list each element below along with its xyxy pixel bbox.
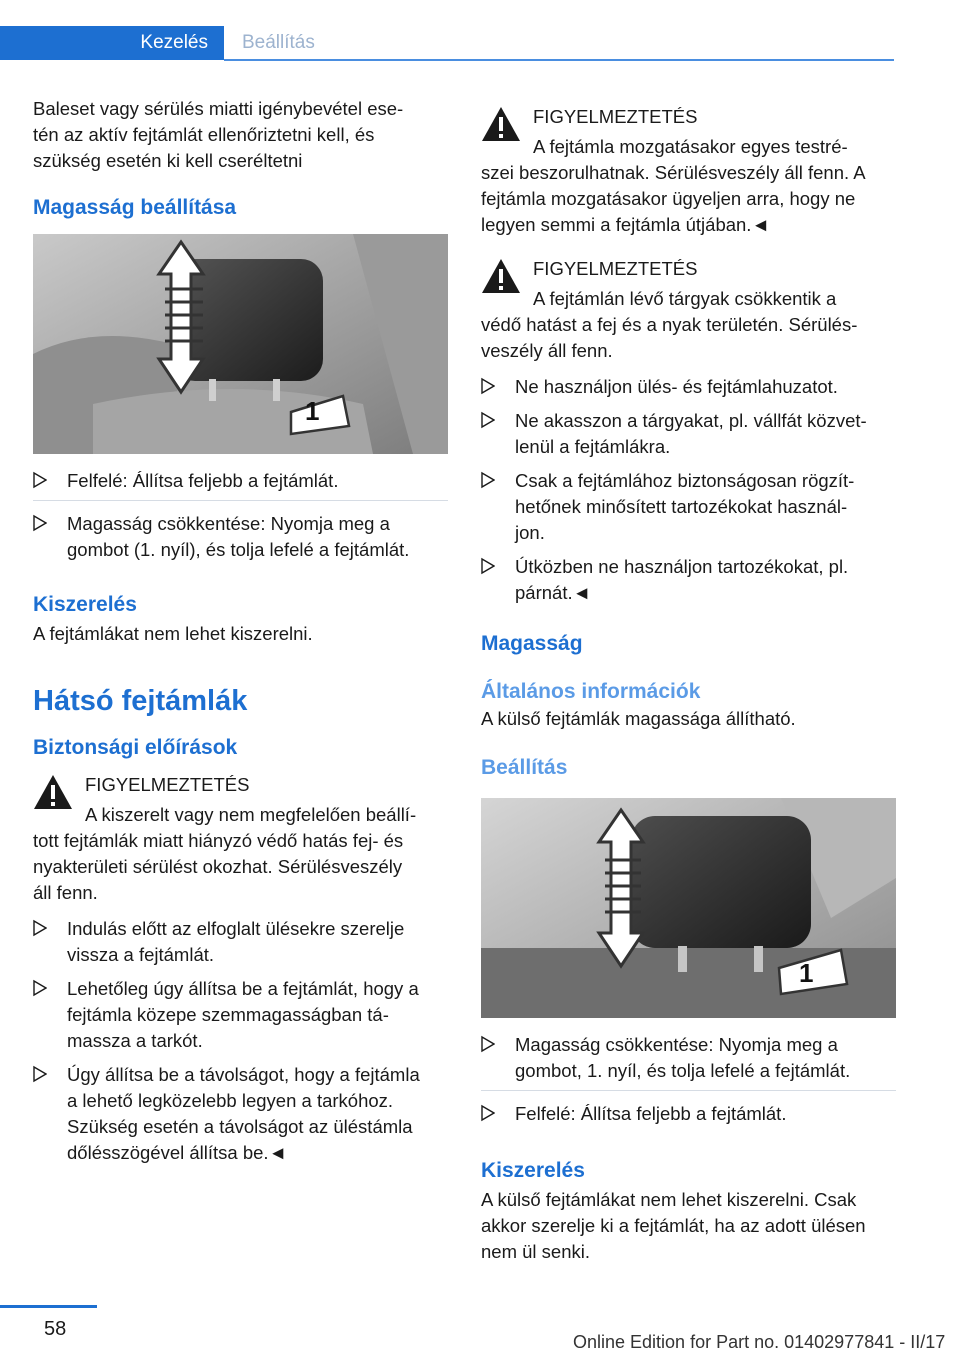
- warning-line: A kiszerelt vagy nem megfelelően beállí-: [85, 804, 417, 825]
- removal-text: [481, 1187, 896, 1265]
- warning-text: [33, 802, 448, 906]
- headrest-photo-front: [33, 234, 448, 454]
- bullet-triangle-icon: [33, 514, 47, 532]
- bullet-triangle-icon: [33, 1065, 47, 1083]
- page-number: 58: [44, 1318, 67, 1340]
- list-item-text: Úgy állítsa be a távolságot, hogy a fejtámla: [67, 1064, 420, 1085]
- removal-line: nem ül senki.: [481, 1241, 590, 1262]
- list-item-text: Magasság csökkentése: Nyomja meg a: [515, 1034, 838, 1055]
- right-column: [481, 96, 896, 1265]
- section-title-rear-headrests: Hátsó fejtámlák: [33, 685, 248, 717]
- heading-height-adjust: Magasság beállítása: [33, 196, 237, 219]
- list-item: [481, 1101, 896, 1127]
- list-item-text: Szükség esetén a távolságot az üléstámla: [67, 1116, 413, 1137]
- list-item: [481, 374, 896, 400]
- subheading-general-info: Általános információk: [481, 680, 701, 703]
- list-item-text: vissza a fejtámlát.: [67, 944, 215, 965]
- intro-line: Baleset vagy sérülés miatti igénybevétel ese-: [33, 98, 404, 119]
- warning-line: legyen semmi a fejtámla útjában.◄: [481, 214, 770, 235]
- list-item-text: Ne használjon ülés- és fejtámlahuzatot.: [515, 376, 838, 397]
- subheading-adjust: Beállítás: [481, 756, 568, 779]
- warning-text: [481, 134, 896, 238]
- headrest-photo-rear: [481, 798, 896, 1018]
- list-item: [481, 554, 896, 606]
- list-item: [33, 976, 448, 1054]
- warning-line: A fejtámlán lévő tárgyak csökkentik a: [533, 288, 837, 309]
- warning-line: áll fenn.: [33, 882, 98, 903]
- bullet-triangle-icon: [481, 1104, 495, 1122]
- list-item-text: Indulás előtt az elfoglalt ülésekre szerelje: [67, 918, 405, 939]
- list-item-text: Felfelé: Állítsa feljebb a fejtámlát.: [67, 470, 339, 491]
- list-item-text: gombot (1. nyíl), és tolja lefelé a fejtámlát.: [67, 539, 410, 560]
- warning-triangle-icon: [33, 774, 73, 810]
- bullet-triangle-icon: [33, 471, 47, 489]
- figure-label: 1: [799, 958, 814, 988]
- intro-line: szükség esetén ki kell cseréltetni: [33, 150, 303, 171]
- warning-triangle-icon: [481, 258, 521, 294]
- figure-label: 1: [305, 396, 320, 426]
- left-column: [33, 96, 448, 1166]
- list-item: [33, 468, 448, 494]
- heading-height: Magasság: [481, 632, 583, 655]
- intro-paragraph: [33, 96, 448, 174]
- bullet-list-adjust: [481, 1032, 896, 1084]
- list-item-text: jon.: [515, 522, 545, 543]
- list-item-text: massza a tarkót.: [67, 1030, 203, 1051]
- divider: [481, 1090, 896, 1091]
- list-item: [33, 916, 448, 968]
- heading-safety: Biztonsági előírások: [33, 736, 238, 759]
- list-item-text: fejtámla közepe szemmagasságban tá-: [67, 1004, 389, 1025]
- warning-block: [481, 104, 896, 238]
- bullet-list-adjust-2: [481, 1101, 896, 1127]
- list-item-text: gombot, 1. nyíl, és tolja lefelé a fejtámlát.: [515, 1060, 851, 1081]
- warning-text: [481, 286, 896, 364]
- bullet-list-height-2: [33, 511, 448, 563]
- warning-block: [481, 256, 896, 364]
- list-item-text: Ne akasszon a tárgyakat, pl. vállfát közvet-: [515, 410, 867, 431]
- list-item-text: Csak a fejtámlához biztonságosan rögzít-: [515, 470, 855, 491]
- footer-accent-line: [0, 1305, 97, 1308]
- warning-title: FIGYELMEZTETÉS: [533, 258, 698, 279]
- list-item-text: hetőnek minősített tartozékokat használ-: [515, 496, 848, 517]
- heading-removal: Kiszerelés: [481, 1159, 585, 1182]
- bullet-triangle-icon: [481, 557, 495, 575]
- tab-beallitas[interactable]: Beállítás: [242, 32, 315, 53]
- list-item-text: lenül a fejtámlákra.: [515, 436, 671, 457]
- bullet-list-height: [33, 468, 448, 494]
- removal-line: A külső fejtámlákat nem lehet kiszerelni. Csak: [481, 1189, 857, 1210]
- list-item-text: Lehetőleg úgy állítsa be a fejtámlát, hogy a: [67, 978, 419, 999]
- warning-line: veszély áll fenn.: [481, 340, 613, 361]
- tab-underline: [224, 59, 894, 61]
- warning-title: FIGYELMEZTETÉS: [85, 774, 250, 795]
- general-info-text: A külső fejtámlák magassága állítható.: [481, 708, 796, 729]
- list-item: [33, 511, 448, 563]
- section-tabs: [0, 26, 894, 62]
- bullet-triangle-icon: [481, 411, 495, 429]
- intro-line: tén az aktív fejtámlát ellenőriztetni kell, és: [33, 124, 375, 145]
- list-item-text: Felfelé: Állítsa feljebb a fejtámlát.: [515, 1103, 787, 1124]
- heading-removal: Kiszerelés: [33, 593, 137, 616]
- list-item-text: a lehető legközelebb legyen a tarkóhoz.: [67, 1090, 394, 1111]
- bullet-list-objects: [481, 374, 896, 606]
- warning-line: szei beszorulhatnak. Sérülésveszély áll fenn. A: [481, 162, 866, 183]
- warning-line: nyakterületi sérülést okozhat. Sérülésveszély: [33, 856, 403, 877]
- list-item: [33, 1062, 448, 1166]
- warning-line: fejtámla mozgatásakor ügyeljen arra, hogy ne: [481, 188, 856, 209]
- warning-block: [33, 772, 448, 906]
- list-item: [481, 408, 896, 460]
- warning-line: tott fejtámlák miatt hiányzó védő hatás fej- és: [33, 830, 404, 851]
- warning-line: A fejtámla mozgatásakor egyes testré-: [533, 136, 848, 157]
- list-item-text: Útközben ne használjon tartozékokat, pl.: [515, 556, 849, 577]
- list-item-text: Magasság csökkentése: Nyomja meg a: [67, 513, 390, 534]
- bullet-triangle-icon: [481, 377, 495, 395]
- bullet-triangle-icon: [481, 471, 495, 489]
- removal-line: akkor szerelje ki a fejtámlát, ha az adott ülésen: [481, 1215, 866, 1236]
- bullet-list-safety: [33, 916, 448, 1166]
- warning-line: védő hatást a fej és a nyak területén. Sérülés-: [481, 314, 858, 335]
- divider: [33, 500, 448, 501]
- warning-triangle-icon: [481, 106, 521, 142]
- removal-text: A fejtámlákat nem lehet kiszerelni.: [33, 623, 313, 644]
- list-item: [481, 1032, 896, 1084]
- list-item-text: dőlésszögével állítsa be.◄: [67, 1142, 287, 1163]
- list-item: [481, 468, 896, 546]
- list-item-text: párnát.◄: [515, 582, 591, 603]
- bullet-triangle-icon: [481, 1035, 495, 1053]
- edition-note: Online Edition for Part no. 01402977841 - II/17: [573, 1332, 946, 1352]
- warning-title: FIGYELMEZTETÉS: [533, 106, 698, 127]
- tab-kezeles[interactable]: Kezelés: [0, 26, 224, 60]
- bullet-triangle-icon: [33, 979, 47, 997]
- bullet-triangle-icon: [33, 919, 47, 937]
